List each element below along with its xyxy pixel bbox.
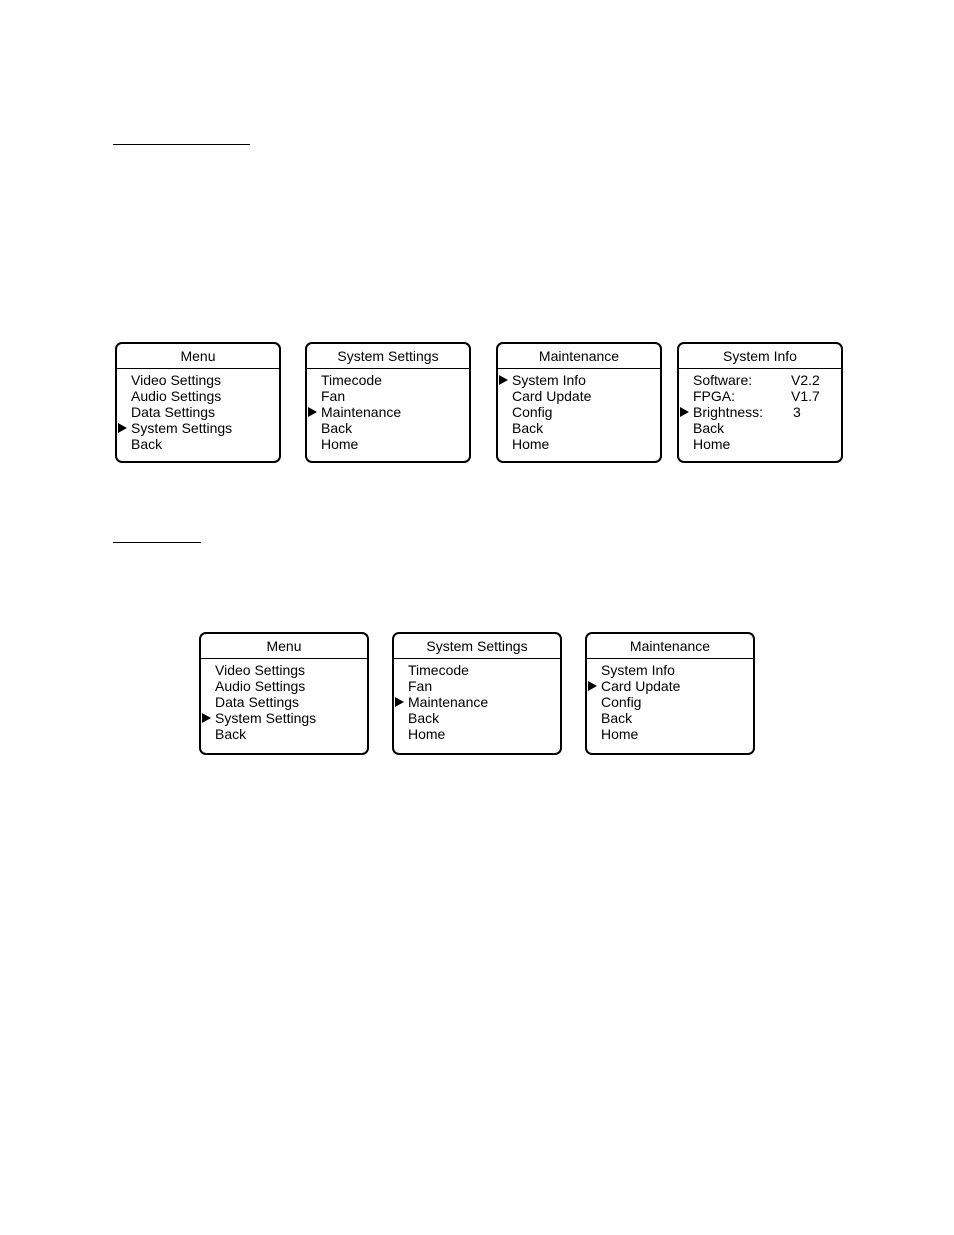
selection-arrow-icon xyxy=(680,407,689,417)
menu-item-data-settings[interactable]: Data Settings xyxy=(131,404,216,420)
menu-screen xyxy=(115,342,281,463)
menu-item-home[interactable]: Home xyxy=(601,726,639,742)
menu-item-card-update[interactable]: Card Update xyxy=(587,678,753,694)
screen-title: System Settings xyxy=(307,344,469,369)
software-version: V2.2 xyxy=(791,372,820,388)
selection-arrow-icon xyxy=(118,423,127,433)
menu-item-back[interactable]: Back xyxy=(512,420,544,436)
menu-screen xyxy=(199,632,369,755)
menu-item-home[interactable]: Home xyxy=(512,436,550,452)
screen-title: System Settings xyxy=(394,634,560,659)
system-settings-screen xyxy=(305,342,471,463)
section-heading-underline-1 xyxy=(113,144,250,145)
info-row-fpga: FPGA: V1.7 xyxy=(693,388,820,404)
menu-item-maintenance[interactable]: Maintenance xyxy=(307,404,469,420)
maintenance-screen xyxy=(585,632,755,755)
selection-arrow-icon xyxy=(202,713,211,723)
menu-item-back[interactable]: Back xyxy=(131,436,163,452)
menu-item-system-info[interactable]: System Info xyxy=(498,372,660,388)
maintenance-screen xyxy=(496,342,662,463)
menu-item-audio-settings[interactable]: Audio Settings xyxy=(215,678,306,694)
menu-item-card-update[interactable]: Card Update xyxy=(512,388,592,404)
menu-item-system-settings[interactable]: System Settings xyxy=(117,420,279,436)
menu-item-config[interactable]: Config xyxy=(512,404,553,420)
screen-title: Menu xyxy=(201,634,367,659)
menu-item-back[interactable]: Back xyxy=(215,726,247,742)
menu-item-video-settings[interactable]: Video Settings xyxy=(215,662,306,678)
selection-arrow-icon xyxy=(499,375,508,385)
screen-title: System Info xyxy=(679,344,841,369)
info-row-software: Software: V2.2 xyxy=(693,372,820,388)
system-info-screen xyxy=(677,342,843,463)
menu-item-system-settings[interactable]: System Settings xyxy=(201,710,367,726)
menu-item-maintenance[interactable]: Maintenance xyxy=(394,694,560,710)
system-settings-screen xyxy=(392,632,562,755)
menu-item-back[interactable]: Back xyxy=(601,710,633,726)
selection-arrow-icon xyxy=(308,407,317,417)
menu-item-data-settings[interactable]: Data Settings xyxy=(215,694,300,710)
menu-item-config[interactable]: Config xyxy=(601,694,642,710)
section-heading-underline-2 xyxy=(113,542,201,543)
menu-item-back[interactable]: Back xyxy=(408,710,440,726)
menu-item-back[interactable]: Back xyxy=(693,420,725,436)
menu-item-back[interactable]: Back xyxy=(321,420,353,436)
menu-item-home[interactable]: Home xyxy=(693,436,731,452)
screen-title: Menu xyxy=(117,344,279,369)
screen-title: Maintenance xyxy=(587,634,753,659)
menu-item-timecode[interactable]: Timecode xyxy=(408,662,469,678)
menu-item-fan[interactable]: Fan xyxy=(321,388,346,404)
menu-item-timecode[interactable]: Timecode xyxy=(321,372,382,388)
brightness-value: 3 xyxy=(793,404,801,420)
menu-item-home[interactable]: Home xyxy=(321,436,359,452)
menu-item-brightness[interactable]: Brightness: 3 xyxy=(679,404,841,420)
screen-title: Maintenance xyxy=(498,344,660,369)
menu-item-audio-settings[interactable]: Audio Settings xyxy=(131,388,222,404)
menu-item-system-info[interactable]: System Info xyxy=(601,662,675,678)
fpga-version: V1.7 xyxy=(791,388,820,404)
selection-arrow-icon xyxy=(395,697,404,707)
menu-item-fan[interactable]: Fan xyxy=(408,678,433,694)
menu-item-video-settings[interactable]: Video Settings xyxy=(131,372,222,388)
menu-item-home[interactable]: Home xyxy=(408,726,446,742)
selection-arrow-icon xyxy=(588,681,597,691)
